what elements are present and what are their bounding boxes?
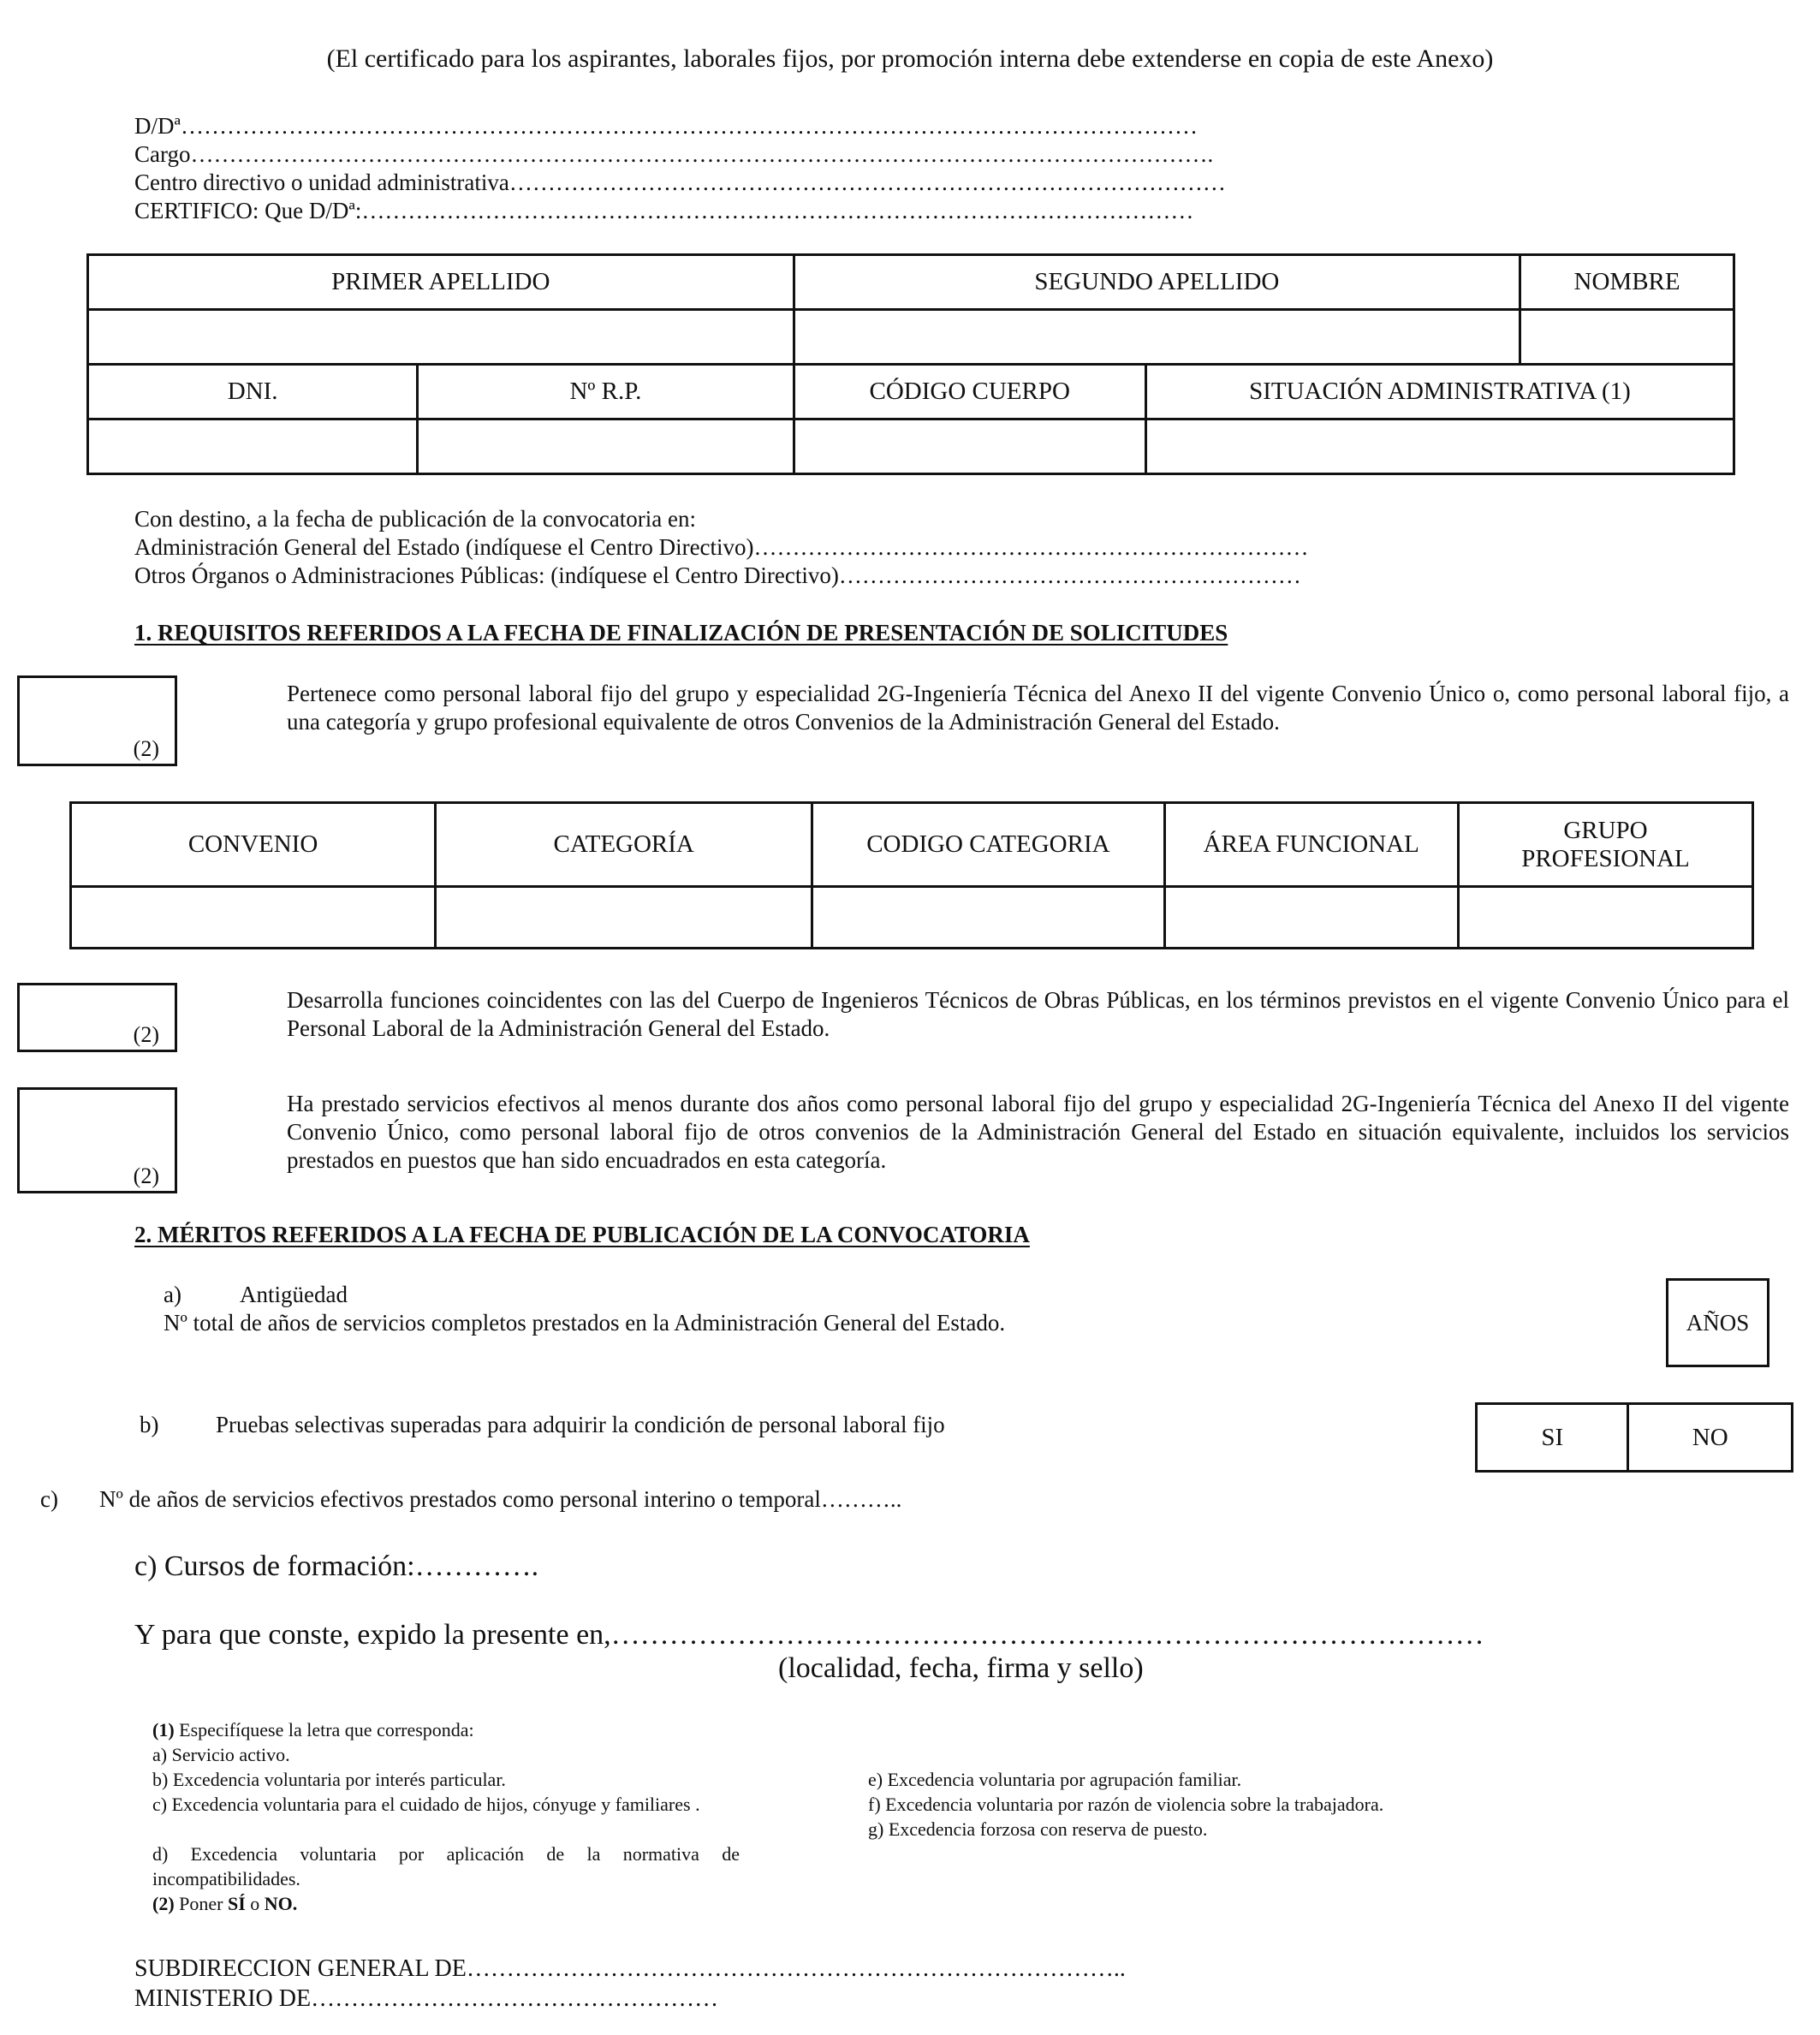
note1-number: (1) — [152, 1719, 175, 1740]
note-f: f) Excedencia voluntaria por razón de violencia sobre la trabajadora. — [868, 1794, 1384, 1815]
requirement3-checkbox[interactable] — [17, 1087, 177, 1193]
note-e: e) Excedencia voluntaria por agrupación familiar. — [868, 1769, 1242, 1790]
requirement1-checkbox[interactable] — [17, 675, 177, 766]
header-situacion-administrativa: SITUACIÓN ADMINISTRATIVA (1) — [1145, 365, 1734, 419]
section1-title: 1. REQUISITOS REFERIDOS A LA FECHA DE FINALIZACIÓN DE PRESENTACIÓN DE SOLICITUDES — [134, 620, 1228, 646]
certifier-centro-line: Centro directivo o unidad administrativa………………………………………………………………………………… — [134, 170, 1226, 195]
merit-b-letter: b) — [140, 1412, 159, 1437]
note2-si: SÍ — [227, 1893, 246, 1914]
no-option[interactable]: NO — [1628, 1404, 1793, 1472]
field-primer-apellido[interactable] — [88, 310, 794, 365]
subdireccion-line: SUBDIRECCION GENERAL DE……………………………………………………………………….. — [134, 1955, 1126, 1982]
field-nrp[interactable] — [418, 419, 794, 474]
field-categoria[interactable] — [436, 887, 812, 949]
si-no-table — [1475, 1402, 1793, 1473]
note2-pre: Poner — [174, 1893, 228, 1914]
requirement3-note-ref: (2) — [133, 1163, 159, 1188]
header-primer-apellido: PRIMER APELLIDO — [88, 255, 794, 310]
merit-c-text: Nº de años de servicios efectivos prestados como personal interino o temporal……….. — [99, 1486, 902, 1512]
note-b: b) Excedencia voluntaria por interés particular. — [152, 1769, 506, 1790]
header-area-funcional: ÁREA FUNCIONAL — [1164, 803, 1458, 887]
requirement2-checkbox[interactable] — [17, 983, 177, 1052]
destino-age-line: Administración General del Estado (indíquese el Centro Directivo)……………………………………………………………… — [134, 534, 1309, 560]
merit-a-text: Nº total de años de servicios completos prestados en la Administración General del Estado. — [164, 1310, 1006, 1336]
localidad-note: (localidad, fecha, firma y sello) — [778, 1652, 1144, 1684]
field-codigo-categoria[interactable] — [812, 887, 1164, 949]
header-nrp: Nº R.P. — [418, 365, 794, 419]
note-g: g) Excedencia forzosa con reserva de puesto. — [868, 1818, 1208, 1840]
merit-a-title: Antigüedad — [240, 1282, 348, 1307]
note-d: d) Excedencia voluntaria por aplicación de la normativa de incompatibilidades. — [152, 1843, 740, 1889]
field-codigo-cuerpo[interactable] — [794, 419, 1145, 474]
header-segundo-apellido: SEGUNDO APELLIDO — [794, 255, 1520, 310]
cursos-line: c) Cursos de formación:…………. — [134, 1550, 539, 1582]
identity-table — [86, 253, 1735, 475]
field-situacion-administrativa[interactable] — [1145, 419, 1734, 474]
header-nombre: NOMBRE — [1520, 255, 1734, 310]
certifier-cargo-line: Cargo……………………………………………………………………………………………………………………. — [134, 141, 1214, 167]
header-categoria: CATEGORÍA — [436, 803, 812, 887]
field-grupo-profesional[interactable] — [1458, 887, 1752, 949]
ministerio-line: MINISTERIO DE…………………………………………… — [134, 1985, 719, 2012]
certifier-name-line: D/Dª…………………………………………………………………………………………………………………… — [134, 113, 1198, 139]
requirement3-text: Ha prestado servicios efectivos al menos durante dos años como personal laboral fijo del grupo y especialidad 2G-Ingeniería Técnica del Anexo II del vigente Convenio Único, como personal laboral fijo de otros convenios de la Administración General del Estado en situación equivalente, incluidos los servicios prestados en puestos que han sido encuadrados en esta categoría. — [287, 1091, 1789, 1173]
note1-heading — [152, 1717, 743, 1742]
certifico-line: CERTIFICO: Que D/Dª:……………………………………………………………………………………………… — [134, 198, 1194, 223]
header-note: (El certificado para los aspirantes, laborales fijos, por promoción interna debe extenderse en copia de este Anexo) — [326, 45, 1494, 73]
header-grupo-profesional: GRUPO PROFESIONAL — [1458, 803, 1752, 887]
si-option[interactable]: SI — [1477, 1404, 1628, 1472]
field-nombre[interactable] — [1520, 310, 1734, 365]
field-dni[interactable] — [88, 419, 418, 474]
header-codigo-cuerpo: CÓDIGO CUERPO — [794, 365, 1145, 419]
note2-number: (2) — [152, 1893, 175, 1914]
anos-box[interactable] — [1666, 1278, 1769, 1367]
field-segundo-apellido[interactable] — [794, 310, 1520, 365]
note-a: a) Servicio activo. — [152, 1744, 290, 1765]
field-convenio[interactable] — [71, 887, 436, 949]
header-dni: DNI. — [88, 365, 418, 419]
requirement2-text: Desarrolla funciones coincidentes con las del Cuerpo de Ingenieros Técnicos de Obras Públicas, en los términos previstos en el vigente Convenio Único para el Personal Laboral de la Administración General del Estado. — [287, 987, 1789, 1041]
note-c: c) Excedencia voluntaria para el cuidado de hijos, cónyuge y familiares . — [152, 1794, 700, 1815]
convenio-table — [69, 801, 1754, 949]
merit-b-text: Pruebas selectivas superadas para adquirir la condición de personal laboral fijo — [216, 1412, 945, 1437]
destino-intro: Con destino, a la fecha de publicación de la convocatoria en: — [134, 506, 696, 532]
requirement1-note-ref: (2) — [133, 736, 159, 761]
note1-text: Especifíquese la letra que corresponda: — [174, 1719, 474, 1740]
note2-no: NO. — [264, 1893, 298, 1914]
requirement1-text: Pertenece como personal laboral fijo del grupo y especialidad 2G-Ingeniería Técnica del Anexo II del vigente Convenio Único o, como personal laboral fijo, a una categoría y grupo profesional equivalente de otros Convenios de la Administración General del Estado. — [287, 681, 1789, 735]
section2-title: 2. MÉRITOS REFERIDOS A LA FECHA DE PUBLICACIÓN DE LA CONVOCATORIA — [134, 1222, 1030, 1247]
anos-label: AÑOS — [1686, 1310, 1750, 1336]
note2-mid: o — [245, 1893, 265, 1914]
header-convenio: CONVENIO — [71, 803, 436, 887]
header-codigo-categoria: CODIGO CATEGORIA — [812, 803, 1164, 887]
destino-otros-line: Otros Órganos o Administraciones Públicas: (indíquese el Centro Directivo)…………………………………………………… — [134, 562, 1301, 588]
field-area-funcional[interactable] — [1164, 887, 1458, 949]
conste-line: Y para que conste, expido la presente en,……………………………………………………………………………… — [134, 1619, 1484, 1651]
requirement2-note-ref: (2) — [133, 1022, 159, 1047]
note2 — [152, 1891, 743, 1916]
merit-c-letter: c) — [40, 1486, 58, 1512]
merit-a-letter: a) — [164, 1282, 181, 1307]
